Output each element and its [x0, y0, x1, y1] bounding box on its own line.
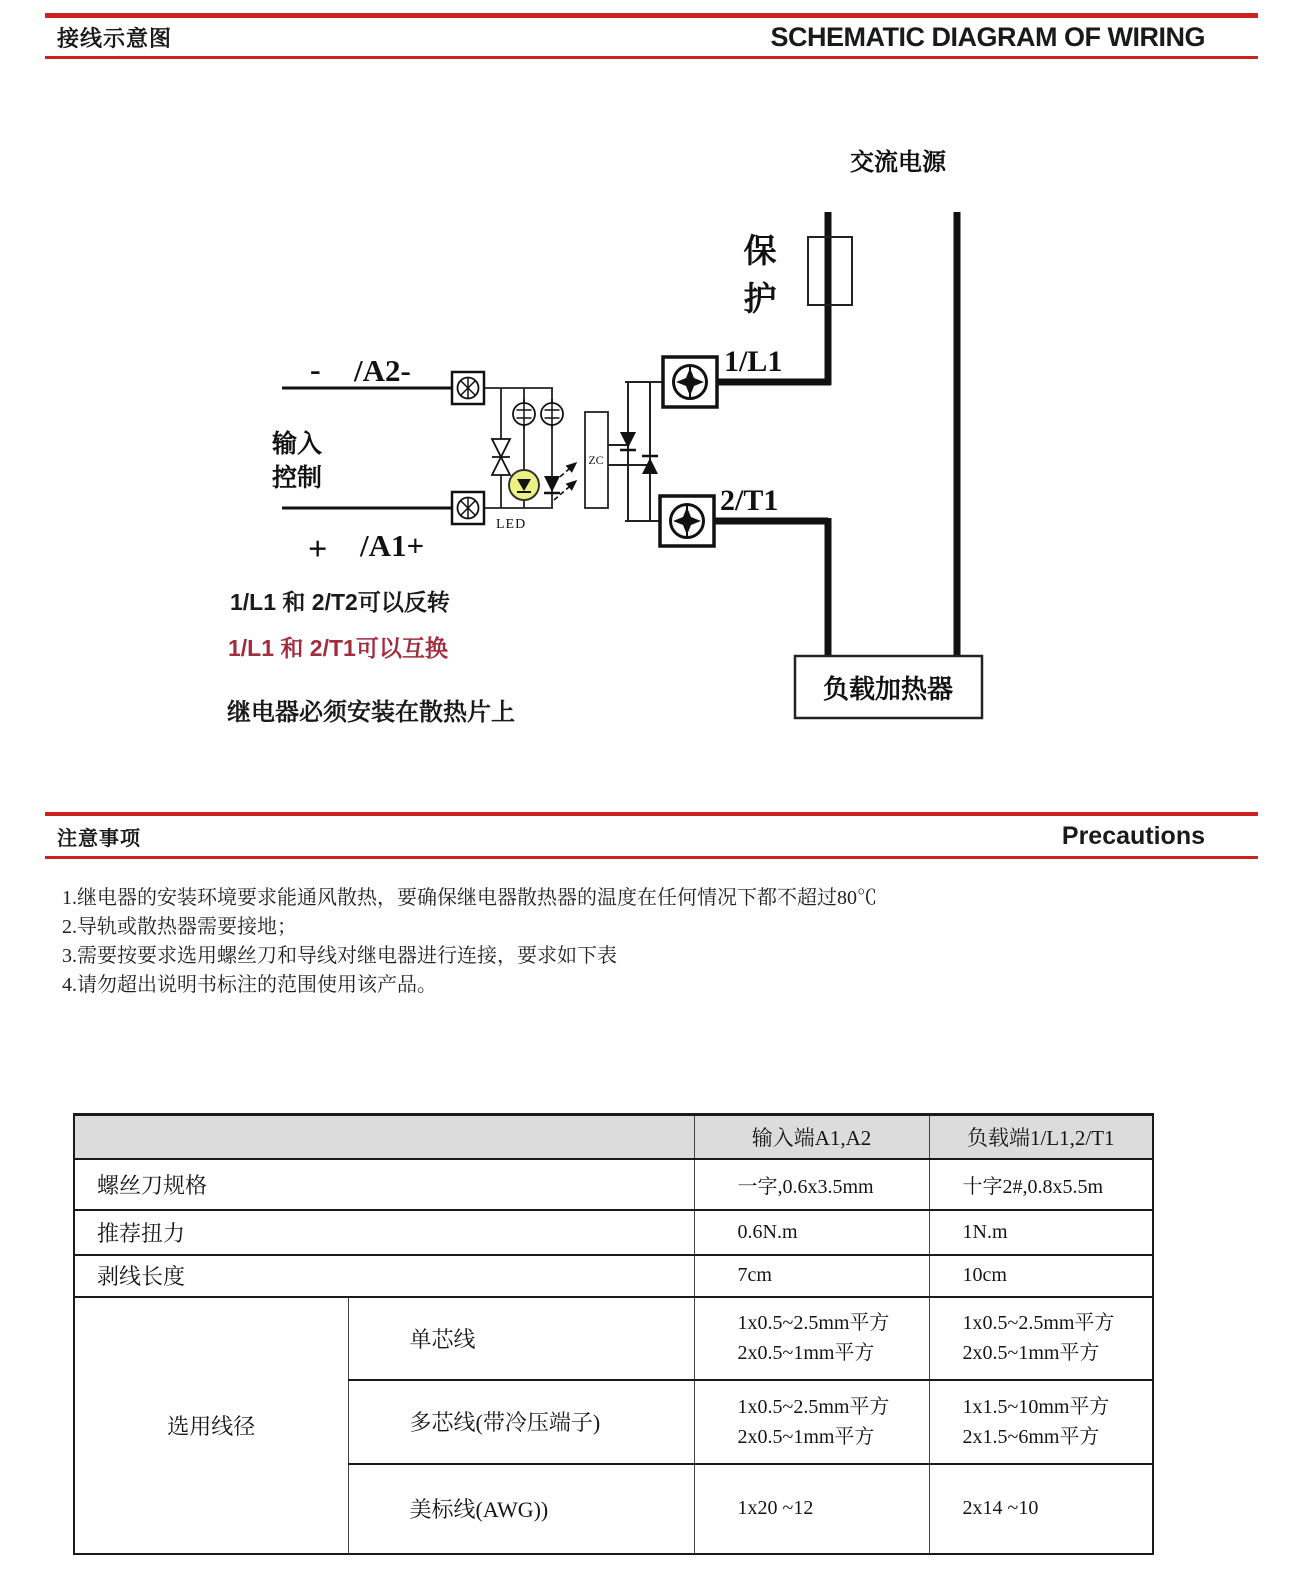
precautions-section-header	[45, 818, 1258, 854]
ac-power-label: 交流电源	[850, 149, 946, 176]
diode-circle-icon	[513, 399, 535, 429]
thyristor-icon	[620, 432, 636, 450]
wire-type: 美标线(AWG))	[348, 1464, 694, 1554]
cell-input: 1x20 ~12	[694, 1464, 929, 1554]
cell-line: 2x1.5~6mm平方	[962, 1425, 1100, 1448]
diode-circle-icon	[541, 399, 563, 429]
cell-load: 10cm	[929, 1255, 1153, 1297]
input-control-label-2: 控制	[272, 464, 323, 492]
cell-line: 1x0.5~2.5mm平方	[962, 1312, 1115, 1334]
plus-label: +	[308, 531, 328, 568]
red-rule	[45, 812, 1258, 816]
precautions-title-zh: 注意事项	[57, 827, 141, 850]
a1-label: /A1+	[360, 528, 425, 563]
zero-cross-label: ZC	[588, 453, 604, 467]
cell-line: 2x0.5~1mm平方	[737, 1342, 875, 1364]
load-heater-box	[795, 656, 982, 718]
cell-input: 一字,0.6x3.5mm	[694, 1159, 929, 1210]
output-wires	[608, 382, 663, 521]
red-rule-top	[45, 13, 1258, 18]
wire-type: 多芯线(带冷压端子)	[348, 1380, 694, 1464]
wire-type: 单芯线	[348, 1297, 694, 1380]
terminal-l1-label: 1/L1	[724, 345, 783, 378]
table-row	[74, 1210, 1153, 1255]
optocoupler-arrows-icon	[554, 463, 576, 500]
cell-input	[694, 1297, 929, 1380]
wiring-title-en: SCHEMATIC DIAGRAM OF WIRING	[770, 21, 1205, 52]
wiring-note-heatsink: 继电器必须安装在散热片上	[227, 699, 515, 726]
table-header-input: 输入端A1,A2	[694, 1115, 929, 1159]
table-header-load: 负载端1/L1,2/T1	[929, 1115, 1153, 1159]
row-label: 剥线长度	[74, 1255, 694, 1297]
red-rule	[45, 856, 1258, 859]
load-heater-label: 负载加热器	[822, 674, 954, 704]
protection-label-top: 保	[743, 232, 777, 269]
precaution-item: 4.请勿超出说明书标注的范围使用该产品。	[62, 974, 437, 996]
screw-terminal-icon	[660, 496, 714, 546]
table-row	[74, 1255, 1153, 1297]
wiring-note-swap: 1/L1 和 2/T1可以互换	[228, 635, 448, 661]
cell-load: 十字2#,0.8x5.5m	[929, 1159, 1153, 1210]
cell-input	[694, 1380, 929, 1464]
row-label: 推荐扭力	[74, 1210, 694, 1255]
precaution-item: 2.导轨或散热器需要接地；	[62, 916, 297, 938]
cell-input: 7cm	[694, 1255, 929, 1297]
minus-label: -	[310, 351, 321, 387]
led-icon	[509, 470, 539, 500]
precautions-list	[62, 884, 1222, 1000]
protection-label-bottom: 护	[743, 280, 777, 317]
cell-line: 1x1.5~10mm平方	[962, 1395, 1110, 1418]
cell-line: 2x0.5~1mm平方	[962, 1342, 1100, 1364]
terminal-t1-label: 2/T1	[720, 484, 779, 517]
led-label: LED	[496, 517, 527, 532]
table-header-empty	[74, 1115, 694, 1159]
row-label: 螺丝刀规格	[74, 1159, 694, 1210]
precaution-item: 1.继电器的安装环境要求能通风散热，要确保继电器散热器的温度在任何情况下都不超过80℃	[62, 887, 877, 909]
cell-load: 1N.m	[929, 1210, 1153, 1255]
cell-load: 2x14 ~10	[929, 1464, 1153, 1554]
precautions-title-en: Precautions	[1061, 821, 1205, 850]
screw-terminal-icon	[452, 372, 484, 404]
cell-line: 1x0.5~2.5mm平方	[737, 1312, 890, 1334]
precaution-item: 3.需要按要求选用螺丝刀和导线对继电器进行连接，要求如下表	[62, 945, 617, 967]
cell-line: 2x0.5~1mm平方	[737, 1425, 875, 1448]
wiring-note-reverse: 1/L1 和 2/T2可以反转	[230, 589, 450, 615]
cell-line: 1x0.5~2.5mm平方	[737, 1395, 890, 1418]
input-control-label-1: 输入	[272, 430, 323, 458]
wire-group-label: 选用线径	[74, 1297, 348, 1554]
screw-terminal-icon	[452, 492, 484, 524]
table-row	[74, 1297, 1153, 1380]
cell-load	[929, 1297, 1153, 1380]
a2-label: /A2-	[354, 353, 411, 388]
table-header-row	[74, 1115, 1153, 1159]
screw-terminal-icon	[663, 357, 717, 407]
tvs-diode-icon	[492, 439, 510, 475]
wiring-spec-table	[73, 1113, 1154, 1555]
wiring-section-header	[45, 20, 1258, 54]
wiring-title-zh: 接线示意图	[57, 25, 173, 51]
cell-input: 0.6N.m	[694, 1210, 929, 1255]
table-row	[74, 1159, 1153, 1210]
cell-load	[929, 1380, 1153, 1464]
red-rule	[45, 56, 1258, 59]
